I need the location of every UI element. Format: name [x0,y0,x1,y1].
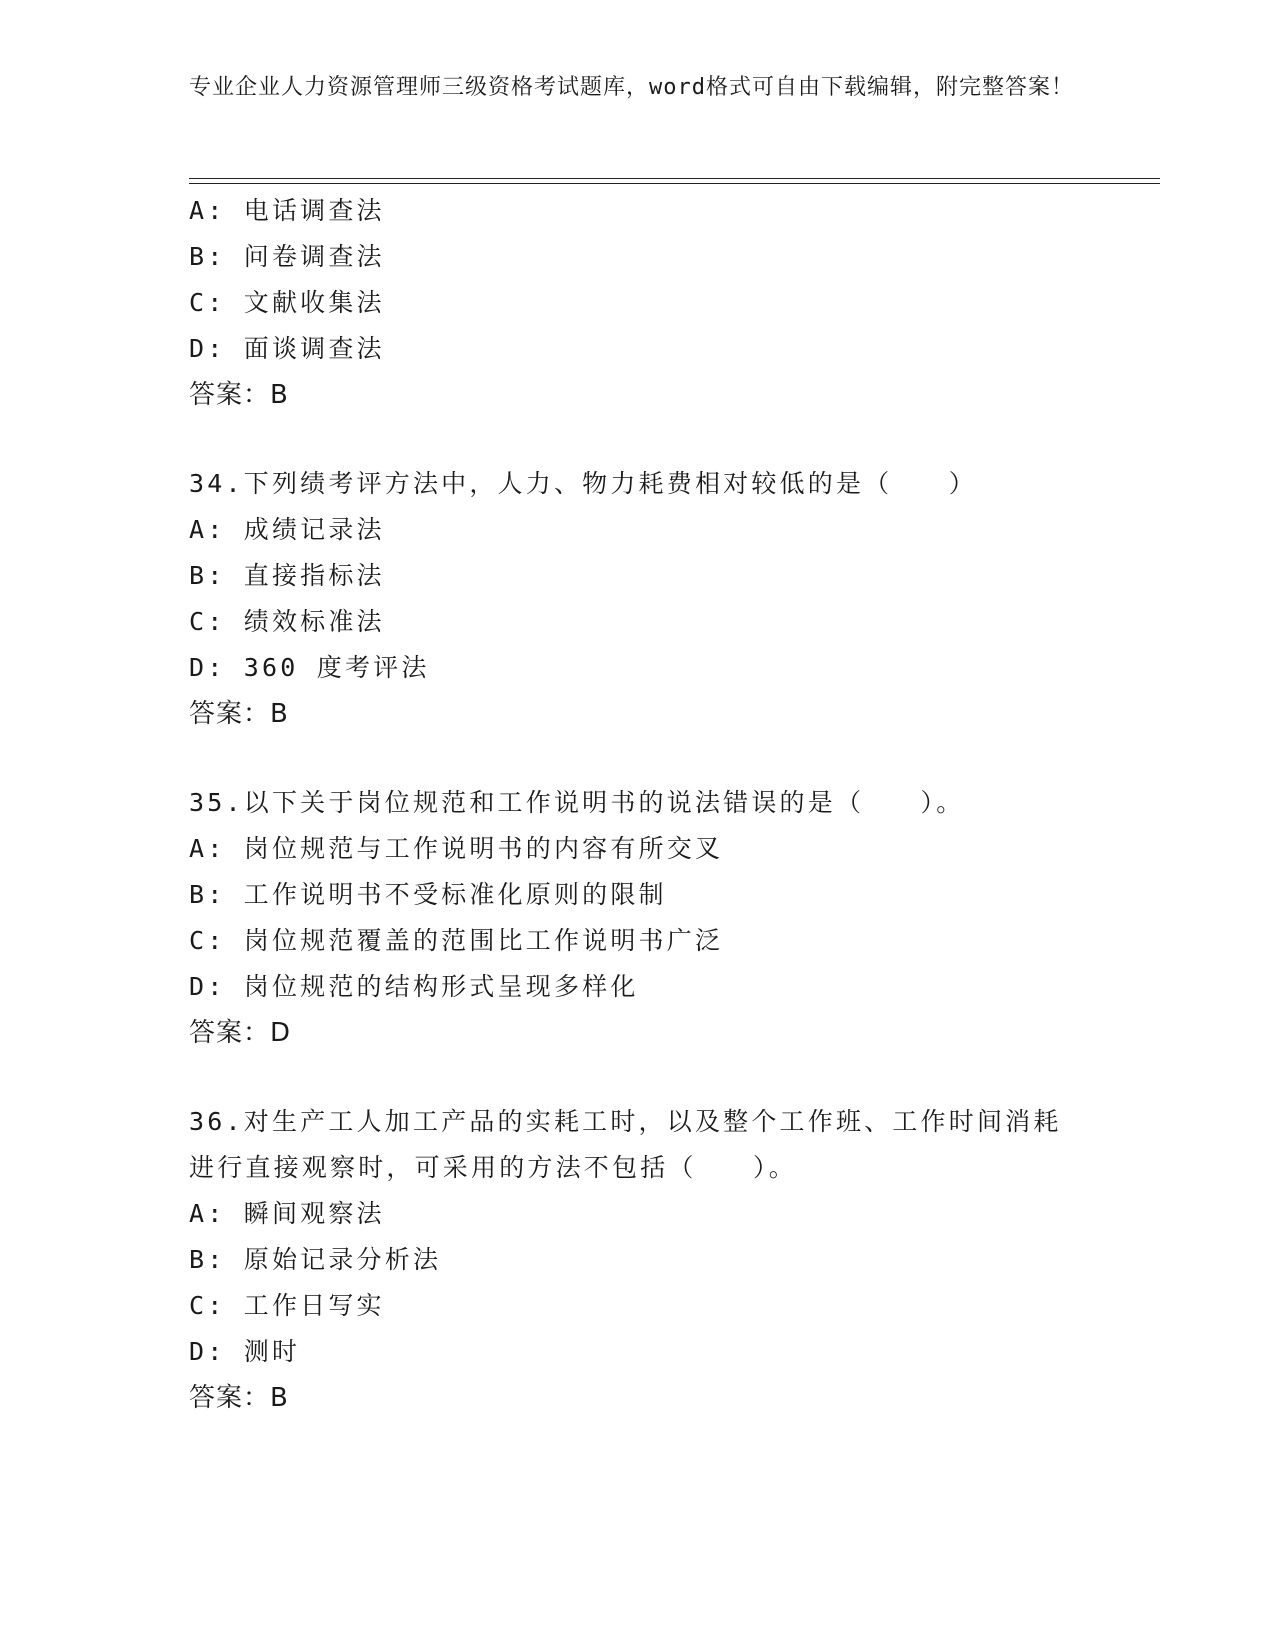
option-c: C: 绩效标准法 [189,607,385,636]
option-a: A: 瞬间观察法 [189,1199,385,1228]
spacer [189,418,1089,461]
header-divider-bottom [189,183,1160,184]
spacer [189,1056,1089,1099]
question-stem-line-2: 进行直接观察时，可采用的方法不包括（ ）。 [189,1153,797,1182]
header-note: 专业企业人力资源管理师三级资格考试题库，word格式可自由下载编辑，附完整答案！ [189,75,1074,100]
option-b: B: 工作说明书不受标准化原则的限制 [189,880,667,909]
option-b: B: 直接指标法 [189,561,385,590]
option-b: B: 问卷调查法 [189,242,385,271]
option-a: A: 岗位规范与工作说明书的内容有所交叉 [189,834,724,863]
question-stem-line-1: 36.对生产工人加工产品的实耗工时，以及整个工作班、工作时间消耗 [189,1107,1062,1136]
answer-line: 答案：B [189,699,289,729]
option-a: A: 电话调查法 [189,196,385,225]
question-36 [189,1099,1089,1421]
answer-line: 答案：B [189,1383,289,1413]
question-35 [189,780,1089,1056]
question-33 [189,188,1089,418]
question-34 [189,461,1089,737]
question-stem: 35.以下关于岗位规范和工作说明书的说法错误的是（ ）。 [189,788,965,817]
answer-line: 答案：B [189,380,289,410]
option-b: B: 原始记录分析法 [189,1245,442,1274]
option-c: C: 文献收集法 [189,288,385,317]
option-d: D: 测时 [189,1337,301,1366]
question-content [189,188,1089,1421]
header-divider-top [189,178,1160,179]
option-d: D: 面谈调查法 [189,334,385,363]
option-d: D: 360 度考评法 [189,653,430,682]
answer-line: 答案：D [189,1018,292,1048]
spacer [189,737,1089,780]
option-a: A: 成绩记录法 [189,515,385,544]
question-stem: 34.下列绩考评方法中，人力、物力耗费相对较低的是（ ） [189,469,977,498]
option-c: C: 岗位规范覆盖的范围比工作说明书广泛 [189,926,724,955]
option-c: C: 工作日写实 [189,1291,385,1320]
option-d: D: 岗位规范的结构形式呈现多样化 [189,972,639,1001]
